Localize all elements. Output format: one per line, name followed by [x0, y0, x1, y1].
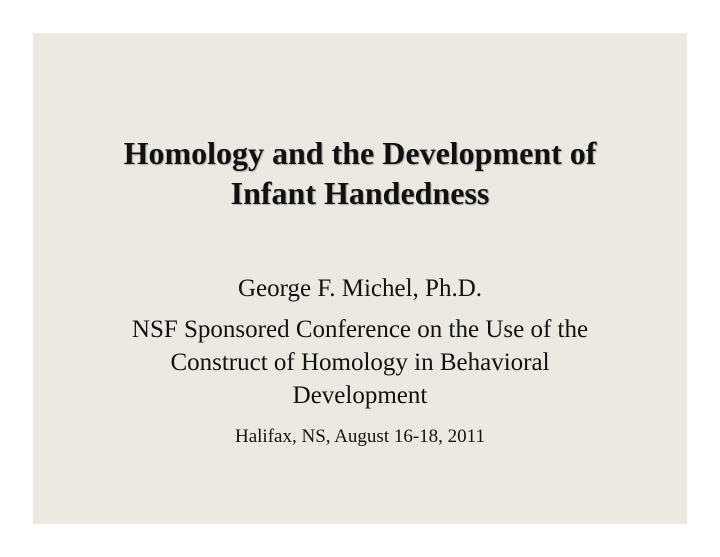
location-date: Halifax, NS, August 16-18, 2011 [235, 426, 485, 447]
slide-title [33, 133, 687, 213]
slide-title-line-2: Infant Handedness [230, 175, 490, 211]
conference-description [33, 313, 687, 412]
author-name: George F. Michel, Ph.D. [237, 275, 483, 302]
conference-line-2: Construct of Homology in Behavioral [170, 349, 550, 376]
slide-title-line-1: Homology and the Development of [123, 135, 597, 171]
conference-line-1: NSF Sponsored Conference on the Use of the [131, 316, 589, 343]
presentation-slide [33, 33, 687, 524]
conference-line-3: Development [292, 382, 428, 409]
